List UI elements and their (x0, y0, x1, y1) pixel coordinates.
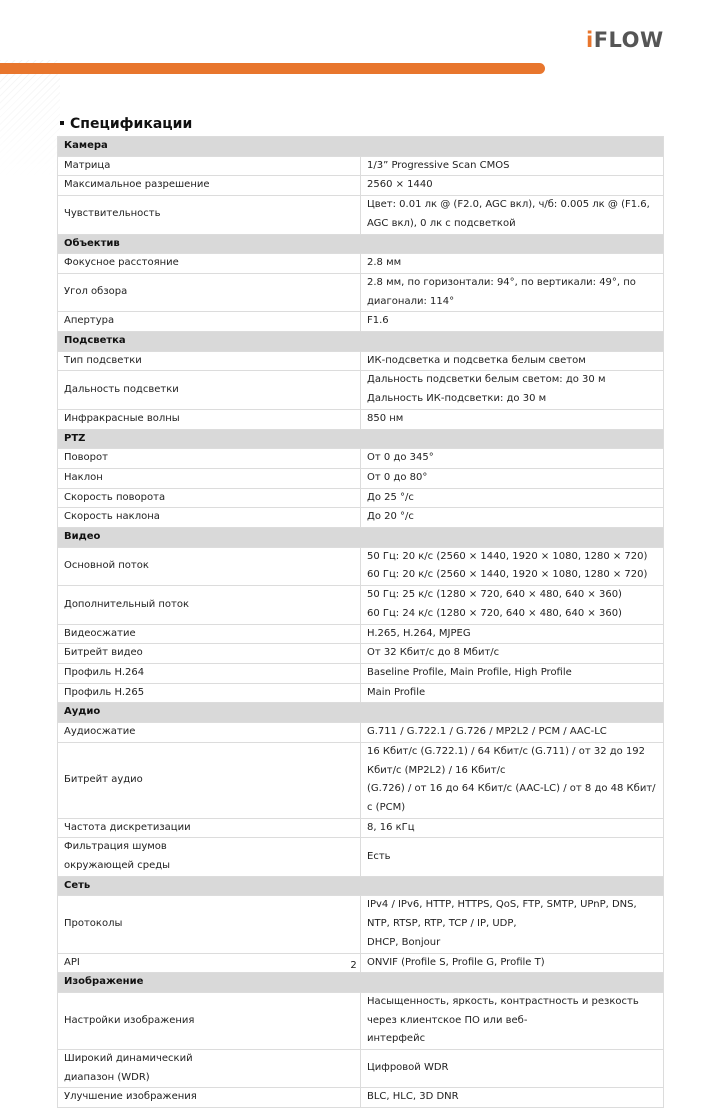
spec-value-line: 60 Гц: 24 к/с (1280 × 720, 640 × 480, 640 × 360) (367, 607, 622, 619)
table-group-row (58, 234, 664, 254)
spec-value-line: 2560 × 1440 (367, 179, 433, 191)
spec-value-line: Цифровой WDR (367, 1062, 449, 1074)
spec-value-cell (361, 468, 664, 488)
spec-value-cell (361, 508, 664, 528)
spec-value-line: До 20 °/с (367, 511, 414, 523)
spec-value-line: Насыщенность, яркость, контрастность и резкость через клиентское ПО или веб- (367, 995, 639, 1026)
spec-value-line: F1.6 (367, 315, 389, 327)
spec-value-line: 1/3” Progressive Scan CMOS (367, 159, 510, 171)
spec-value-line: DHCP, Bonjour (367, 936, 441, 948)
spec-value-line: 8, 16 кГц (367, 821, 415, 833)
spec-label-cell: Настройки изображения (58, 992, 361, 1049)
table-row (58, 624, 664, 644)
spec-value-line: Main Profile (367, 686, 426, 698)
spec-label-cell: Наклон (58, 468, 361, 488)
group-title: Видео (58, 528, 664, 548)
spec-value-line: G.711 / G.722.1 / G.726 / MP2L2 / PCM / AAC-LC (367, 726, 607, 738)
spec-value-line: IPv4 / IPv6, HTTP, HTTPS, QoS, FTP, SMTP, UPnP, DNS, NTP, RTSP, RTP, TCP / IP, UDP, (367, 899, 637, 930)
table-group-row (58, 429, 664, 449)
spec-value-cell (361, 683, 664, 703)
spec-value-line: H.265, H.264, MJPEG (367, 627, 471, 639)
spec-value-line: Цвет: 0.01 лк @ (F2.0, AGC вкл), ч/б: 0.005 лк @ (F1.6, AGC вкл), 0 лк с подсветкой (367, 199, 650, 229)
table-row (58, 644, 664, 664)
spec-value-cell (361, 488, 664, 508)
spec-value-cell (361, 273, 664, 311)
spec-label-cell: Угол обзора (58, 273, 361, 311)
table-row (58, 547, 664, 585)
spec-value-line: От 0 до 80° (367, 471, 428, 483)
header-accent-bar (0, 63, 545, 74)
spec-label-cell (58, 838, 361, 876)
table-row (58, 254, 664, 274)
spec-label-cell: Профиль H.264 (58, 663, 361, 683)
spec-value-line: 60 Гц: 20 к/с (2560 × 1440, 1920 × 1080, 1280 × 720) (367, 569, 648, 581)
spec-value-cell (361, 992, 664, 1049)
spec-value-line: BLC, HLC, 3D DNR (367, 1091, 459, 1103)
spec-label-cell: Частота дискретизации (58, 818, 361, 838)
spec-label-cell: Скорость наклона (58, 508, 361, 528)
table-group-row (58, 876, 664, 896)
spec-value-line: От 0 до 345° (367, 452, 434, 464)
spec-label-line: окружающей среды (64, 860, 171, 872)
spec-value-line: 50 Гц: 20 к/с (2560 × 1440, 1920 × 1080, 1280 × 720) (367, 550, 648, 562)
spec-value-cell (361, 547, 664, 585)
group-title: Изображение (58, 973, 664, 993)
spec-value-line: (G.726) / от 16 до 64 Кбит/с (AAC-LC) / от 8 до 48 Кбит/с (PCM) (367, 783, 656, 813)
group-title: Объектив (58, 234, 664, 254)
table-row (58, 409, 664, 429)
spec-value-cell (361, 723, 664, 743)
spec-value-cell (361, 838, 664, 876)
spec-value-cell (361, 644, 664, 664)
spec-value-cell (361, 1050, 664, 1088)
spec-value-line: До 25 °/с (367, 491, 414, 503)
table-group-row (58, 137, 664, 157)
spec-label-cell: Апертура (58, 312, 361, 332)
spec-value-line: Дальность подсветки белым светом: до 30 м (367, 374, 606, 386)
table-row (58, 176, 664, 196)
spec-value-line: Baseline Profile, Main Profile, High Profile (367, 666, 572, 678)
spec-value-line: Есть (367, 850, 391, 862)
spec-value-cell (361, 663, 664, 683)
spec-value-line: 850 нм (367, 412, 404, 424)
spec-value-cell (361, 818, 664, 838)
spec-label-line: диапазон (WDR) (64, 1071, 150, 1083)
logo-text: FLOW (593, 28, 664, 52)
spec-value-cell (361, 586, 664, 624)
brand-logo (586, 28, 664, 52)
spec-value-line: 16 Кбит/с (G.722.1) / 64 Кбит/с (G.711) / от 32 до 192 Кбит/с (MP2L2) / 16 Кбит/с (367, 745, 646, 776)
group-title: Сеть (58, 876, 664, 896)
spec-label-line: Фильтрация шумов (64, 841, 167, 853)
table-row (58, 312, 664, 332)
spec-label-cell: Аудиосжатие (58, 723, 361, 743)
spec-label-cell: Фокусное расстояние (58, 254, 361, 274)
spec-label-cell: Чувствительность (58, 196, 361, 234)
logo-accent-letter: i (586, 28, 594, 52)
bullet-icon (60, 121, 64, 125)
table-row (58, 818, 664, 838)
table-row (58, 723, 664, 743)
spec-label-cell: Поворот (58, 449, 361, 469)
spec-label-cell: Дальность подсветки (58, 371, 361, 409)
spec-label-cell: Инфракрасные волны (58, 409, 361, 429)
spec-value-cell (361, 409, 664, 429)
spec-value-line: 2.8 мм (367, 257, 402, 269)
spec-label-cell: Профиль H.265 (58, 683, 361, 703)
spec-value-cell (361, 312, 664, 332)
spec-value-line: От 32 Кбит/с до 8 Мбит/с (367, 647, 500, 659)
table-row (58, 508, 664, 528)
table-row (58, 1050, 664, 1088)
spec-value-cell (361, 371, 664, 409)
section-heading (60, 116, 192, 132)
spec-value-cell (361, 896, 664, 953)
spec-value-cell (361, 254, 664, 274)
table-row (58, 663, 664, 683)
spec-value-line: 50 Гц: 25 к/с (1280 × 720, 640 × 480, 640 × 360) (367, 589, 622, 601)
spec-label-cell: API (58, 953, 361, 973)
table-row (58, 992, 664, 1049)
table-group-row (58, 332, 664, 352)
spec-label-cell: Битрейт аудио (58, 742, 361, 818)
spec-value-line: интерфейс (367, 1033, 426, 1045)
table-row (58, 838, 664, 876)
spec-label-cell: Дополнительный поток (58, 586, 361, 624)
group-title: Аудио (58, 703, 664, 723)
spec-value-cell (361, 176, 664, 196)
group-title: Подсветка (58, 332, 664, 352)
spec-value-cell (361, 351, 664, 371)
group-title: PTZ (58, 429, 664, 449)
table-row (58, 683, 664, 703)
table-row (58, 371, 664, 409)
table-row (58, 742, 664, 818)
spec-value-cell (361, 624, 664, 644)
spec-label-cell: Битрейт видео (58, 644, 361, 664)
table-group-row (58, 973, 664, 993)
table-group-row (58, 703, 664, 723)
spec-label-line: Широкий динамический (64, 1053, 193, 1065)
spec-value-cell (361, 196, 664, 234)
spec-label-cell: Основной поток (58, 547, 361, 585)
spec-value-cell (361, 449, 664, 469)
decorative-stripes (0, 60, 60, 180)
table-row (58, 351, 664, 371)
spec-value-cell (361, 742, 664, 818)
spec-value-line: 2.8 мм, по горизонтали: 94°, по вертикали: 49°, по диагонали: 114° (367, 276, 636, 307)
section-title: Спецификации (70, 116, 193, 132)
table-row (58, 468, 664, 488)
group-title: Камера (58, 137, 664, 157)
spec-label-cell: Видеосжатие (58, 624, 361, 644)
spec-value-line: ONVIF (Profile S, Profile G, Profile T) (367, 956, 545, 968)
spec-value-cell (361, 1088, 664, 1108)
page-number: 2 (350, 960, 357, 971)
table-row (58, 273, 664, 311)
spec-label-cell: Протоколы (58, 896, 361, 953)
table-row (58, 156, 664, 176)
table-group-row (58, 528, 664, 548)
spec-label-cell: Скорость поворота (58, 488, 361, 508)
spec-label-cell: Матрица (58, 156, 361, 176)
table-row (58, 586, 664, 624)
table-row (58, 449, 664, 469)
spec-value-line: ИК-подсветка и подсветка белым светом (367, 354, 586, 366)
table-row (58, 196, 664, 234)
spec-label-cell: Максимальное разрешение (58, 176, 361, 196)
spec-value-line: Дальность ИК-подсветки: до 30 м (367, 393, 547, 405)
table-row (58, 896, 664, 953)
table-row (58, 1088, 664, 1108)
spec-label-cell: Тип подсветки (58, 351, 361, 371)
spec-value-cell (361, 156, 664, 176)
spec-label-cell (58, 1050, 361, 1088)
spec-label-cell: Улучшение изображения (58, 1088, 361, 1108)
table-row (58, 488, 664, 508)
